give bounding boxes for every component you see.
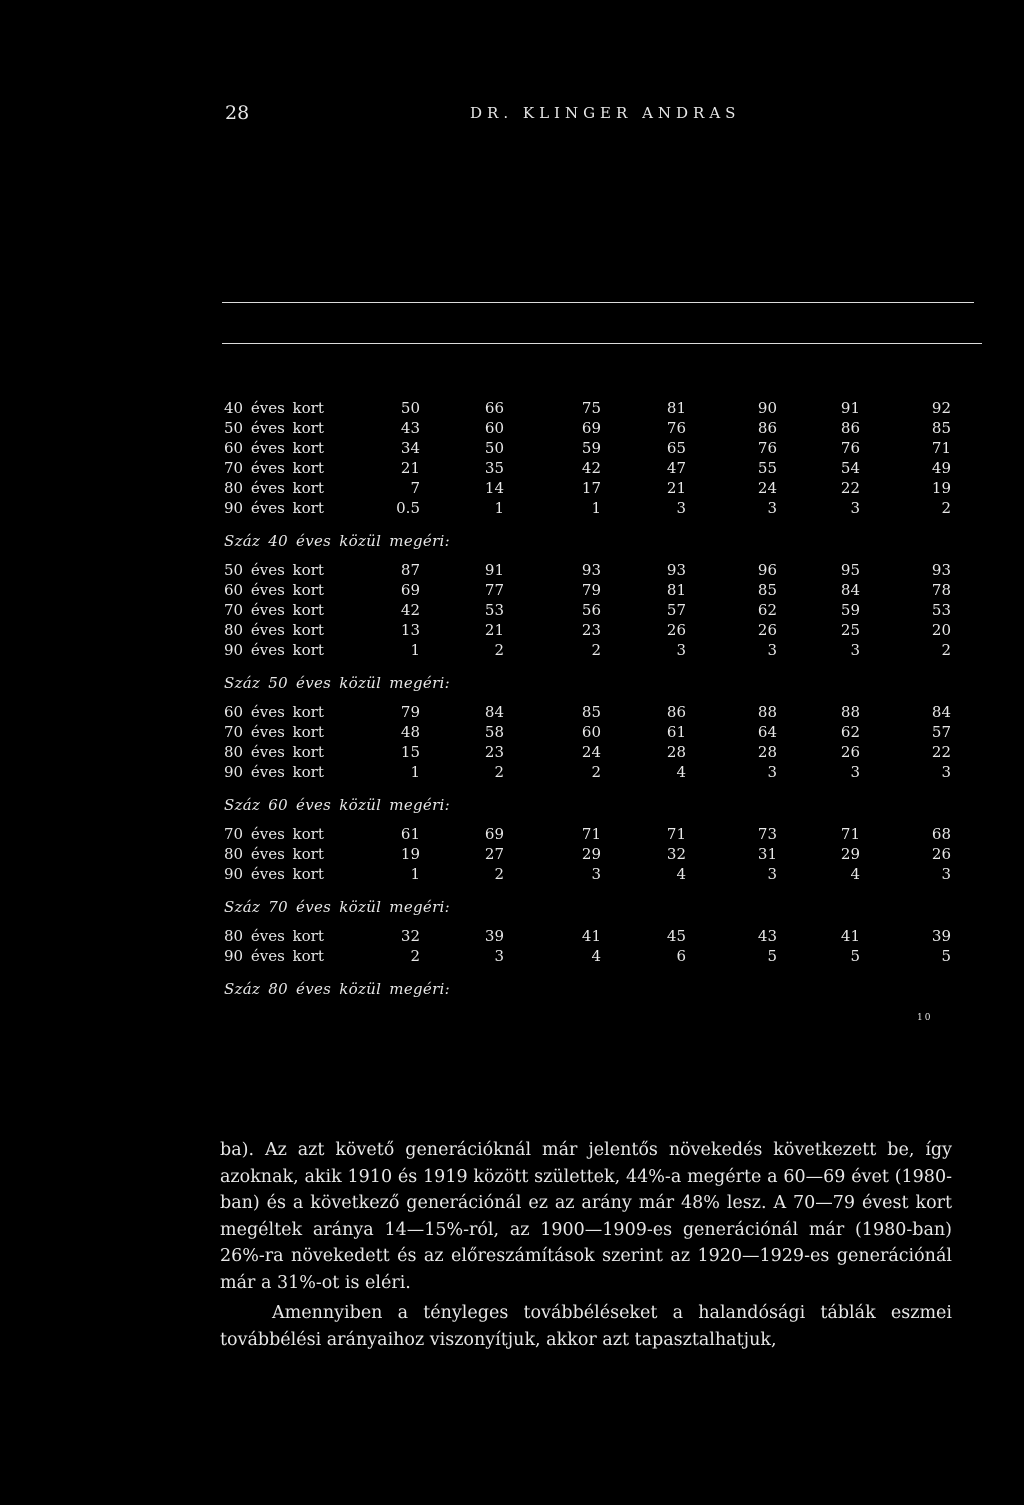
table-cell: 71	[581, 825, 601, 843]
table-cell: 29	[581, 845, 601, 863]
table-row	[0, 762, 1024, 782]
group-heading	[0, 896, 1024, 918]
table-cell: 86	[840, 419, 860, 437]
row-label: 70 éves kort	[224, 825, 324, 843]
row-label: 80 éves kort	[224, 927, 324, 945]
table-cell: 81	[666, 399, 686, 417]
table-cell: 95	[840, 561, 860, 579]
table-cell: 66	[484, 399, 504, 417]
table-row	[0, 620, 1024, 640]
group-spacer	[0, 966, 1024, 978]
table-row	[0, 478, 1024, 498]
row-label: 60 éves kort	[224, 581, 324, 599]
table-cell: 1	[410, 641, 420, 659]
table-cell: 91	[840, 399, 860, 417]
table-row	[0, 702, 1024, 722]
table-cell: 64	[757, 723, 777, 741]
row-label: 90 éves kort	[224, 763, 324, 781]
table-cell: 3	[494, 947, 504, 965]
table-cell: 84	[931, 703, 951, 721]
table-cell: 76	[840, 439, 860, 457]
table-cell: 19	[400, 845, 420, 863]
table-header-rule	[222, 343, 982, 344]
table-cell: 69	[581, 419, 601, 437]
table-cell: 23	[484, 743, 504, 761]
table-cell: 4	[850, 865, 860, 883]
table-cell: 57	[931, 723, 951, 741]
table-cell: 79	[581, 581, 601, 599]
table-cell: 6	[676, 947, 686, 965]
table-cell: 81	[666, 581, 686, 599]
table-cell: 47	[666, 459, 686, 477]
heading-spacer	[0, 552, 1024, 560]
table-cell: 21	[484, 621, 504, 639]
table-cell: 85	[581, 703, 601, 721]
table-cell: 1	[410, 865, 420, 883]
table-cell: 92	[931, 399, 951, 417]
row-label: 90 éves kort	[224, 865, 324, 883]
table-cell: 93	[666, 561, 686, 579]
table-cell: 1	[591, 499, 601, 517]
table-cell: 2	[941, 499, 951, 517]
table-cell: 1	[410, 763, 420, 781]
table-cell: 59	[581, 439, 601, 457]
group-spacer	[0, 518, 1024, 530]
table-row	[0, 722, 1024, 742]
row-label: 70 éves kort	[224, 459, 324, 477]
table-cell: 3	[850, 499, 860, 517]
table-cell: 0.5	[396, 499, 420, 517]
row-label: 70 éves kort	[224, 723, 324, 741]
table-cell: 32	[400, 927, 420, 945]
table-cell: 3	[941, 865, 951, 883]
group-heading	[0, 530, 1024, 552]
table-cell: 26	[840, 743, 860, 761]
table-cell: 79	[400, 703, 420, 721]
table-cell: 71	[840, 825, 860, 843]
table-cell: 56	[581, 601, 601, 619]
table-cell: 69	[400, 581, 420, 599]
heading-spacer	[0, 816, 1024, 824]
table-cell: 3	[767, 641, 777, 659]
table-cell: 7	[410, 479, 420, 497]
cut-off-fragment: 10	[917, 1013, 933, 1023]
table-cell: 86	[666, 703, 686, 721]
table-cell: 2	[494, 865, 504, 883]
table-cell: 15	[400, 743, 420, 761]
row-label: 90 éves kort	[224, 947, 324, 965]
table-top-rule	[222, 302, 974, 303]
table-row	[0, 926, 1024, 946]
table-cell: 31	[757, 845, 777, 863]
page-number: 28	[225, 102, 250, 124]
table-row	[0, 864, 1024, 884]
table-cell: 29	[840, 845, 860, 863]
table-cell: 3	[767, 865, 777, 883]
group-heading-text: Száz 50 éves közül megéri:	[224, 674, 450, 692]
table-cell: 53	[484, 601, 504, 619]
running-title: DR. KLINGER ANDRAS	[470, 104, 741, 122]
table-row	[0, 580, 1024, 600]
table-cell: 5	[767, 947, 777, 965]
group-heading-text: Száz 80 éves közül megéri:	[224, 980, 450, 998]
table-cell: 21	[666, 479, 686, 497]
table-row	[0, 640, 1024, 660]
table-cell: 77	[484, 581, 504, 599]
table-cell: 76	[757, 439, 777, 457]
row-label: 90 éves kort	[224, 641, 324, 659]
table-cell: 26	[931, 845, 951, 863]
table-cell: 26	[757, 621, 777, 639]
table-cell: 71	[931, 439, 951, 457]
table-cell: 1	[494, 499, 504, 517]
table-cell: 96	[757, 561, 777, 579]
heading-spacer	[0, 918, 1024, 926]
group-spacer	[0, 884, 1024, 896]
table-cell: 32	[666, 845, 686, 863]
table-cell: 27	[484, 845, 504, 863]
table-cell: 65	[666, 439, 686, 457]
table-cell: 5	[850, 947, 860, 965]
table-cell: 93	[581, 561, 601, 579]
table-cell: 22	[840, 479, 860, 497]
table-cell: 2	[591, 641, 601, 659]
table-cell: 17	[581, 479, 601, 497]
table-cell: 60	[484, 419, 504, 437]
group-heading	[0, 978, 1024, 1000]
table-cell: 26	[666, 621, 686, 639]
table-cell: 24	[757, 479, 777, 497]
row-label: 50 éves kort	[224, 419, 324, 437]
table-cell: 58	[484, 723, 504, 741]
table-cell: 28	[757, 743, 777, 761]
table-cell: 19	[931, 479, 951, 497]
table-cell: 76	[666, 419, 686, 437]
table-cell: 50	[484, 439, 504, 457]
table-cell: 69	[484, 825, 504, 843]
table-cell: 3	[767, 499, 777, 517]
table-cell: 28	[666, 743, 686, 761]
survival-table	[0, 398, 1024, 1000]
table-cell: 87	[400, 561, 420, 579]
table-cell: 85	[757, 581, 777, 599]
table-row	[0, 824, 1024, 844]
table-cell: 54	[840, 459, 860, 477]
table-cell: 4	[676, 865, 686, 883]
table-row	[0, 398, 1024, 418]
body-text	[220, 1137, 952, 1353]
table-cell: 41	[840, 927, 860, 945]
table-cell: 42	[581, 459, 601, 477]
row-label: 40 éves kort	[224, 399, 324, 417]
table-row	[0, 458, 1024, 478]
table-cell: 61	[666, 723, 686, 741]
table-cell: 3	[850, 641, 860, 659]
table-cell: 75	[581, 399, 601, 417]
table-cell: 25	[840, 621, 860, 639]
table-row	[0, 742, 1024, 762]
table-cell: 22	[931, 743, 951, 761]
table-cell: 78	[931, 581, 951, 599]
table-cell: 2	[591, 763, 601, 781]
table-row	[0, 560, 1024, 580]
row-label: 80 éves kort	[224, 743, 324, 761]
group-heading	[0, 672, 1024, 694]
table-cell: 55	[757, 459, 777, 477]
table-cell: 62	[840, 723, 860, 741]
page-header	[0, 98, 1024, 128]
table-cell: 90	[757, 399, 777, 417]
table-cell: 4	[676, 763, 686, 781]
row-label: 70 éves kort	[224, 601, 324, 619]
table-cell: 71	[666, 825, 686, 843]
table-cell: 2	[941, 641, 951, 659]
table-cell: 20	[931, 621, 951, 639]
table-cell: 34	[400, 439, 420, 457]
table-cell: 2	[410, 947, 420, 965]
table-cell: 3	[676, 641, 686, 659]
table-row	[0, 844, 1024, 864]
table-cell: 49	[931, 459, 951, 477]
table-cell: 68	[931, 825, 951, 843]
group-spacer	[0, 782, 1024, 794]
table-row	[0, 498, 1024, 518]
row-label: 60 éves kort	[224, 439, 324, 457]
paragraph: Amennyiben a tényleges továbbéléseket a halandósági táblák eszmei továbbélési arányaihoz viszonyítjuk, akkor azt tapasztalhatjuk,	[220, 1303, 952, 1350]
table-cell: 3	[941, 763, 951, 781]
table-cell: 13	[400, 621, 420, 639]
table-cell: 84	[840, 581, 860, 599]
table-cell: 93	[931, 561, 951, 579]
table-cell: 14	[484, 479, 504, 497]
table-cell: 59	[840, 601, 860, 619]
table-cell: 39	[484, 927, 504, 945]
row-label: 50 éves kort	[224, 561, 324, 579]
table-cell: 24	[581, 743, 601, 761]
row-label: 80 éves kort	[224, 479, 324, 497]
group-heading-text: Száz 40 éves közül megéri:	[224, 532, 450, 550]
table-cell: 23	[581, 621, 601, 639]
table-cell: 88	[840, 703, 860, 721]
table-cell: 62	[757, 601, 777, 619]
table-cell: 21	[400, 459, 420, 477]
table-row	[0, 438, 1024, 458]
table-cell: 39	[931, 927, 951, 945]
table-cell: 43	[400, 419, 420, 437]
table-cell: 3	[850, 763, 860, 781]
table-cell: 84	[484, 703, 504, 721]
group-heading-text: Száz 60 éves közül megéri:	[224, 796, 450, 814]
table-cell: 42	[400, 601, 420, 619]
table-row	[0, 946, 1024, 966]
table-cell: 53	[931, 601, 951, 619]
table-cell: 73	[757, 825, 777, 843]
table-cell: 35	[484, 459, 504, 477]
table-row	[0, 600, 1024, 620]
group-spacer	[0, 660, 1024, 672]
table-cell: 88	[757, 703, 777, 721]
heading-spacer	[0, 694, 1024, 702]
table-cell: 2	[494, 763, 504, 781]
table-cell: 43	[757, 927, 777, 945]
table-cell: 41	[581, 927, 601, 945]
table-cell: 50	[400, 399, 420, 417]
table-cell: 2	[494, 641, 504, 659]
group-heading-text: Száz 70 éves közül megéri:	[224, 898, 450, 916]
table-cell: 3	[591, 865, 601, 883]
group-heading	[0, 794, 1024, 816]
table-cell: 4	[591, 947, 601, 965]
table-cell: 5	[941, 947, 951, 965]
table-cell: 86	[757, 419, 777, 437]
row-label: 90 éves kort	[224, 499, 324, 517]
table-cell: 45	[666, 927, 686, 945]
table-row	[0, 418, 1024, 438]
row-label: 80 éves kort	[224, 621, 324, 639]
table-cell: 91	[484, 561, 504, 579]
row-label: 60 éves kort	[224, 703, 324, 721]
table-cell: 60	[581, 723, 601, 741]
row-label: 80 éves kort	[224, 845, 324, 863]
table-cell: 3	[767, 763, 777, 781]
table-cell: 57	[666, 601, 686, 619]
table-cell: 85	[931, 419, 951, 437]
table-cell: 3	[676, 499, 686, 517]
paragraph: ba). Az azt követő generációknál már jelentős növekedés következett be, így azoknak, akik 1910 és 1919 között születtek, 44%-a megérte a 60—69 évet (1980-ban) és a következő generációnál ez az arány már 48% lesz. A 70—79 évest kort megéltek aránya 14—15%-ról, az 1900—1909-es generációnál már (1980-ban) 26%-ra növekedett és az előreszámítások szerint az 1920—1929-es generációnál már a 31%-ot is eléri.	[220, 1140, 952, 1293]
table-cell: 61	[400, 825, 420, 843]
table-cell: 48	[400, 723, 420, 741]
